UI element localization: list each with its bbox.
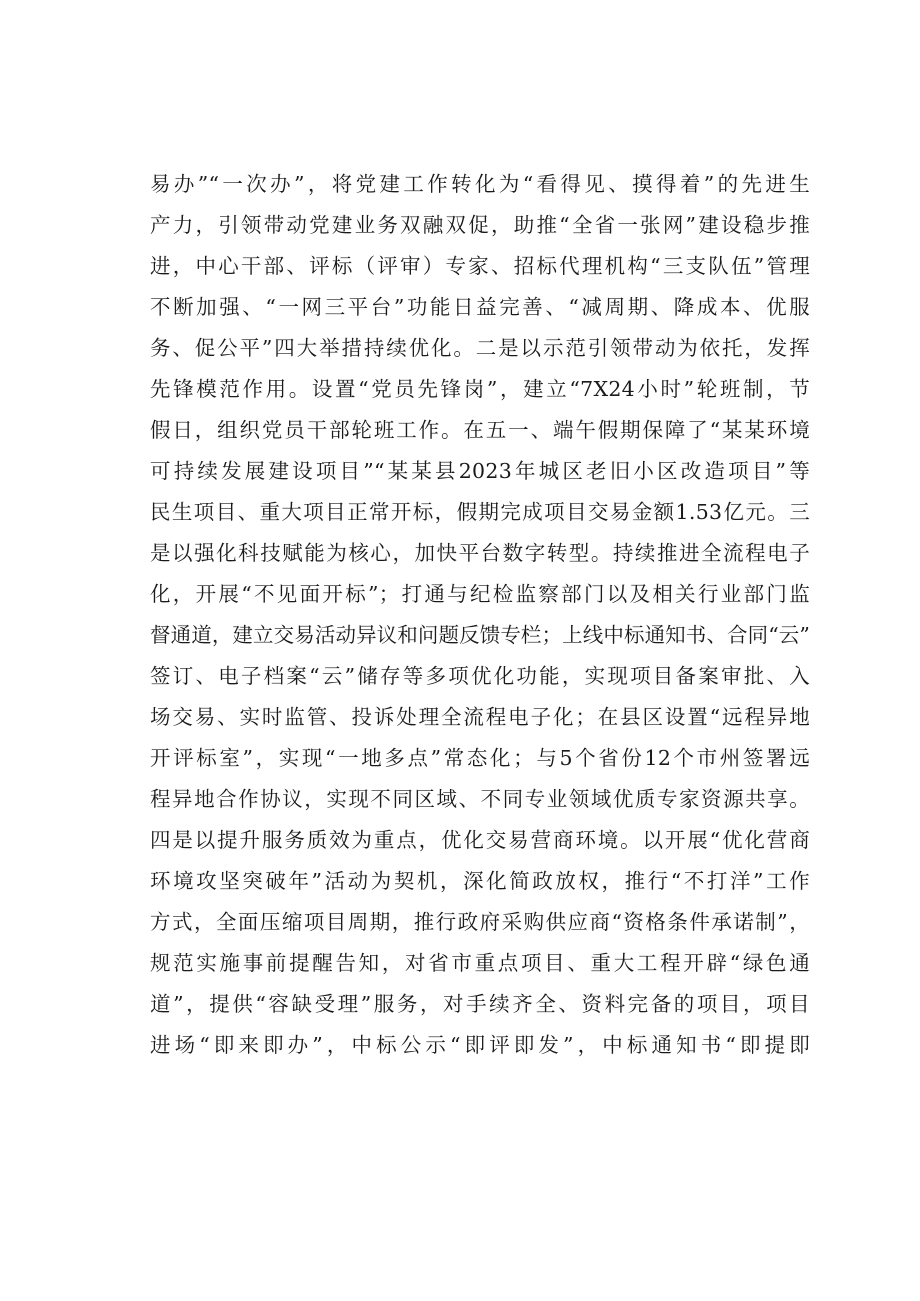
text-line: 进场“即来即办”，中标公示“即评即发”，中标通知书“即提即 [150,1033,810,1057]
text-line: 进，中心干部、评标（评审）专家、招标代理机构“三支队伍”管理 [150,254,810,278]
text-line: 务、促公平”四大举措持续优化。二是以示范引领带动为依托，发挥 [150,336,810,360]
text-line: 假日，组织党员干部轮班工作。在五一、端午假期保障了“某某环境 [150,418,810,442]
body-text [150,164,810,1066]
text-line: 督通道，建立交易活动异议和问题反馈专栏；上线中标通知书、合同“云” [150,623,810,647]
text-line: 是以强化科技赋能为核心，加快平台数字转型。持续推进全流程电子 [150,541,810,565]
text-line: 开评标室”，实现“一地多点”常态化；与5个省份12个市州签署远 [150,746,810,770]
text-line: 签订、电子档案“云”储存等多项优化功能，实现项目备案审批、入 [150,664,810,688]
text-line: 环境攻坚突破年”活动为契机，深化简政放权，推行“不打洋”工作 [150,869,810,893]
text-line: 程异地合作协议，实现不同区域、不同专业领域优质专家资源共享。 [150,787,810,811]
text-line: 先锋模范作用。设置“党员先锋岗”，建立“7X24小时”轮班制，节 [150,377,810,401]
text-line: 不断加强、“一网三平台”功能日益完善、“减周期、降成本、优服 [150,295,810,319]
text-line: 民生项目、重大项目正常开标，假期完成项目交易金额1.53亿元。三 [150,500,810,524]
text-line: 方式，全面压缩项目周期，推行政府采购供应商“资格条件承诺制”， [150,910,810,934]
text-line: 规范实施事前提醒告知，对省市重点项目、重大工程开辟“绿色通 [150,951,810,975]
text-line: 道”，提供“容缺受理”服务，对手续齐全、资料完备的项目，项目 [150,992,810,1016]
text-line: 易办”“一次办”，将党建工作转化为“看得见、摸得着”的先进生 [150,172,810,196]
text-line: 四是以提升服务质效为重点，优化交易营商环境。以开展“优化营商 [150,828,810,852]
text-line: 产力，引领带动党建业务双融双促，助推“全省一张网”建设稳步推 [150,213,810,237]
text-line: 可持续发展建设项目”“某某县2023年城区老旧小区改造项目”等 [150,459,810,483]
text-line: 化，开展“不见面开标”；打通与纪检监察部门以及相关行业部门监 [150,582,810,606]
text-line: 场交易、实时监管、投诉处理全流程电子化；在县区设置“远程异地 [150,705,810,729]
